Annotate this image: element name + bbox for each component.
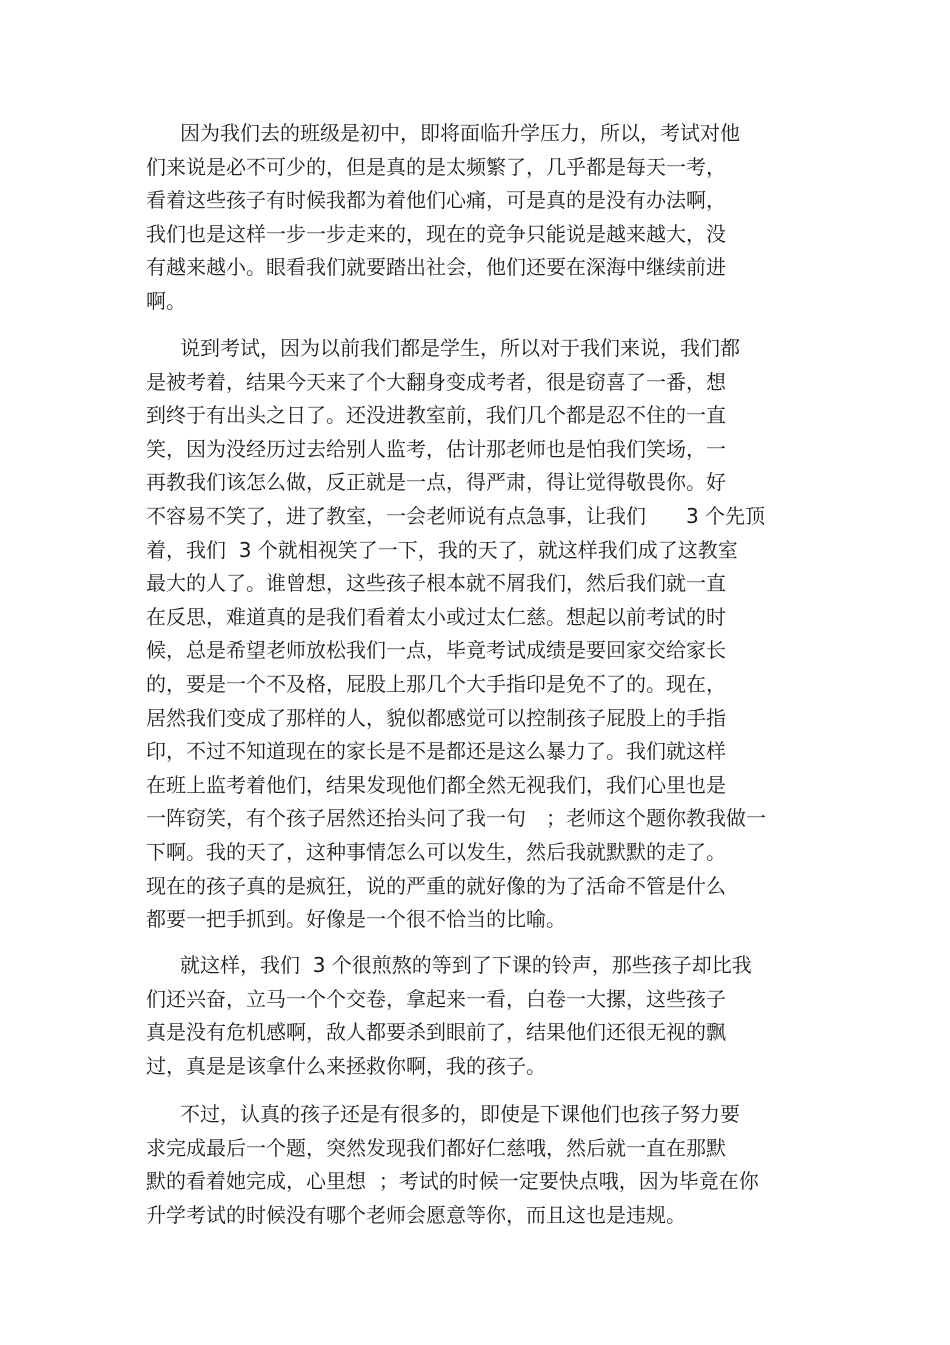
text-line: 有越来越小。眼看我们就要踏出社会，他们还要在深海中继续前进 [146, 255, 726, 280]
text-line: 说到考试，因为以前我们都是学生，所以对于我们来说，我们都 [180, 336, 740, 360]
text-line: 升学考试的时候没有哪个老师会愿意等你，而且这也是违规。 [146, 1202, 686, 1227]
text-line: 都要一把手抓到。好像是一个很不恰当的比喻。 [146, 907, 566, 932]
text-line: 真是没有危机感啊，敌人都要杀到眼前了，结果他们还很无视的飘 [146, 1020, 726, 1045]
text-line: 到终于有出头之日了。还没进教室前，我们几个都是忍不住的一直 [146, 403, 726, 428]
text-line: 着，我们 3 个就相视笑了一下，我的天了，就这样我们成了这教室 [146, 537, 738, 562]
text-line: 一阵窃笑，有个孩子居然还抬头问了我一句 ；老师这个题你教我做一 [146, 806, 766, 831]
text-line: 再教我们该怎么做，反正就是一点，得严肃，得让觉得敬畏你。好 [146, 470, 726, 495]
text-line: 默的看着她完成，心里想 ；考试的时候一定要快点哦，因为毕竟在你 [146, 1169, 759, 1194]
text-line: 不过，认真的孩子还是有很多的，即使是下课他们也孩子努力要 [180, 1102, 740, 1126]
text-line: 啊。 [146, 289, 186, 313]
text-line: 不容易不笑了，进了教室，一会老师说有点急事，让我们 3 个先顶 [146, 504, 766, 528]
text-line: 们来说是必不可少的，但是真的是太频繁了，几乎都是每天一考， [146, 154, 726, 179]
text-line: 我们也是这样一步一步走来的，现在的竞争只能说是越来越大，没 [146, 221, 726, 246]
text-line: 们还兴奋，立马一个个交卷，拿起来一看，白卷一大摞，这些孩子 [146, 986, 726, 1011]
text-line: 现在的孩子真的是疯狂，说的严重的就好像的为了活命不管是什么 [146, 873, 726, 898]
text-line: 居然我们变成了那样的人，貌似都感觉可以控制孩子屁股上的手指 [146, 705, 726, 730]
text-line: 求完成最后一个题，突然发现我们都好仁慈哦，然后就一直在那默 [146, 1135, 726, 1160]
text-line: 下啊。我的天了，这种事情怎么可以发生，然后我就默默的走了。 [146, 840, 726, 864]
text-line: 在反思，难道真的是我们看着太小或过太仁慈。想起以前考试的时 [146, 604, 726, 629]
text-line: 最大的人了。谁曾想，这些孩子根本就不屑我们，然后我们就一直 [146, 571, 726, 596]
text-line: 看着这些孩子有时候我都为着他们心痛，可是真的是没有办法啊， [146, 188, 726, 213]
text-line: 就这样，我们 3 个很煎熬的等到了下课的铃声，那些孩子却比我 [180, 953, 752, 977]
text-line: 是被考着，结果今天来了个大翻身变成考者，很是窃喜了一番，想 [146, 369, 726, 394]
text-line: 过，真是是该拿什么来拯救你啊，我的孩子。 [146, 1053, 546, 1078]
text-line: 印，不过不知道现在的家长是不是都还是这么暴力了。我们就这样 [146, 739, 726, 764]
text-line: 候，总是希望老师放松我们一点，毕竟考试成绩是要回家交给家长 [146, 638, 726, 663]
text-line: 的，要是一个不及格，屁股上那几个大手指印是免不了的。现在， [146, 672, 726, 696]
text-line: 因为我们去的班级是初中，即将面临升学压力，所以，考试对他 [180, 121, 740, 145]
text-line: 在班上监考着他们，结果发现他们都全然无视我们，我们心里也是 [146, 772, 726, 797]
text-line: 笑，因为没经历过去给别人监考，估计那老师也是怕我们笑场，一 [146, 436, 726, 461]
